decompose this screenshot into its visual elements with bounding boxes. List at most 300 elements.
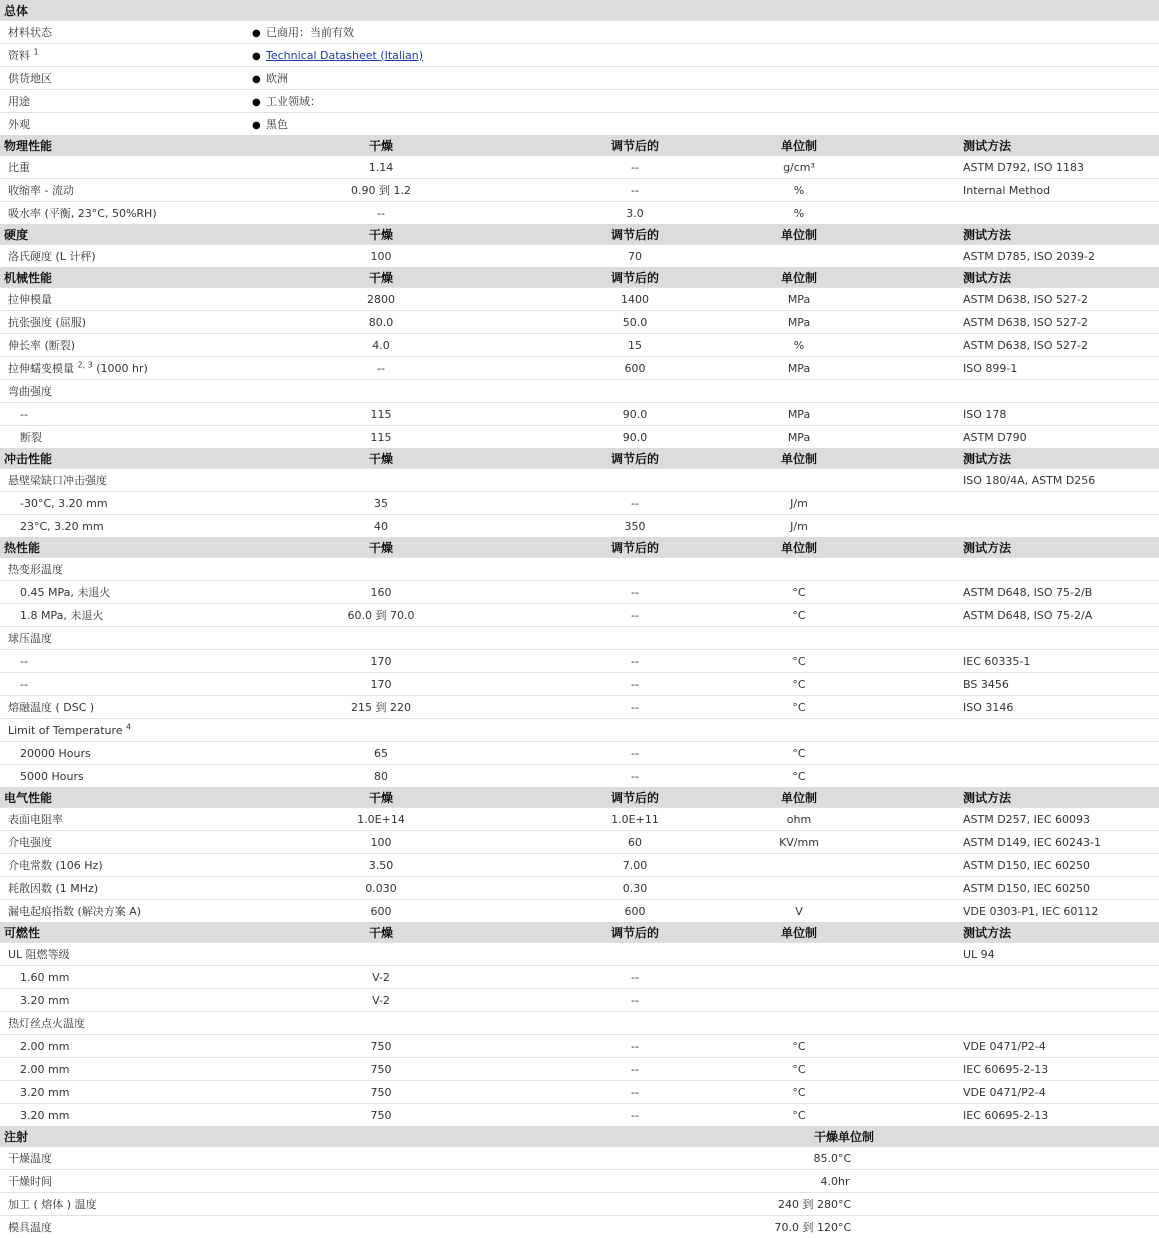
property-name-cell: [0, 808, 252, 831]
datasheet-link[interactable]: Technical Datasheet (Italian): [266, 49, 423, 62]
unit-value: °C: [760, 581, 838, 604]
property-row: [0, 989, 1159, 1012]
unit-value: °C: [760, 1035, 838, 1058]
unit-value: [760, 245, 838, 268]
spacer: [838, 156, 963, 179]
unit-value: MPa: [760, 426, 838, 449]
unit-value: g/cm³: [760, 156, 838, 179]
spacer: [838, 334, 963, 357]
test-method: [963, 380, 1159, 403]
spacer: [838, 831, 963, 854]
section-title: 热性能: [0, 537, 252, 558]
injection-unit: hr: [838, 1170, 1159, 1193]
property-row: [0, 334, 1159, 357]
conditioned-value: --: [510, 966, 760, 989]
unit-value: %: [760, 202, 838, 225]
property-name: --: [20, 408, 28, 421]
dry-value: --: [252, 357, 510, 380]
property-name: 洛氏硬度 (L 计秤): [8, 250, 96, 263]
property-name-cell: [0, 581, 252, 604]
property-name: 介电强度: [8, 836, 52, 849]
dry-value: V-2: [252, 989, 510, 1012]
property-row: [0, 558, 1159, 581]
test-method: VDE 0471/P2-4: [963, 1035, 1159, 1058]
dry-value: [252, 1012, 510, 1035]
injection-row: [0, 1193, 1159, 1216]
unit-value: °C: [760, 742, 838, 765]
column-header-unit: 单位制: [760, 135, 838, 156]
dry-value: 0.90 到 1.2: [252, 179, 510, 202]
conditioned-value: 600: [510, 900, 760, 923]
spacer: [838, 581, 963, 604]
column-header-conditioned: 调节后的: [510, 448, 760, 469]
bullet-icon: ●: [252, 120, 266, 131]
spacer: [838, 245, 963, 268]
injection-value: 70.0 到 120: [760, 1216, 838, 1238]
property-row: [0, 469, 1159, 492]
column-header-dry: 干燥: [252, 135, 510, 156]
spacer: [838, 989, 963, 1012]
column-header-dry: 干燥: [760, 1126, 838, 1147]
property-name: 表面电阻率: [8, 813, 63, 826]
injection-name: 模具温度: [0, 1216, 760, 1238]
spacer: [838, 650, 963, 673]
unit-value: °C: [760, 604, 838, 627]
property-row: [0, 1012, 1159, 1035]
injection-row: [0, 1216, 1159, 1238]
property-row: [0, 650, 1159, 673]
dry-value: 160: [252, 581, 510, 604]
property-row: [0, 765, 1159, 788]
general-value: 已商用：当前有效: [266, 26, 354, 39]
dry-value: 65: [252, 742, 510, 765]
general-label: 外观: [0, 113, 252, 136]
conditioned-value: 350: [510, 515, 760, 538]
injection-name: 干燥时间: [0, 1170, 760, 1193]
conditioned-value: --: [510, 673, 760, 696]
dry-value: [252, 558, 510, 581]
section-title: 冲击性能: [0, 448, 252, 469]
dry-value: [252, 627, 510, 650]
property-name: 拉伸蠕变模量: [8, 362, 74, 375]
property-name-cell: [0, 1104, 252, 1127]
conditioned-value: --: [510, 581, 760, 604]
conditioned-value: --: [510, 1035, 760, 1058]
property-name-cell: [0, 627, 252, 650]
test-method: [963, 765, 1159, 788]
bullet-icon: ●: [252, 97, 266, 108]
property-name-cell: [0, 719, 252, 742]
property-row: [0, 831, 1159, 854]
dry-value: [252, 380, 510, 403]
spacer: [838, 627, 963, 650]
section-header: [0, 537, 1159, 558]
conditioned-value: 1400: [510, 288, 760, 311]
test-method: IEC 60335-1: [963, 650, 1159, 673]
property-name-cell: [0, 426, 252, 449]
property-row: [0, 179, 1159, 202]
property-name-cell: [0, 1081, 252, 1104]
property-name-cell: [0, 202, 252, 225]
spacer: [838, 1035, 963, 1058]
unit-value: [760, 627, 838, 650]
property-name: 抗张强度 (屈服): [8, 316, 86, 329]
column-header-unit: 单位制: [760, 267, 838, 288]
test-method: [963, 202, 1159, 225]
test-method: ASTM D648, ISO 75-2/B: [963, 581, 1159, 604]
spacer: [838, 1058, 963, 1081]
dry-value: 750: [252, 1081, 510, 1104]
general-value: 工业领域：: [266, 95, 321, 108]
property-name: 3.20 mm: [20, 994, 69, 1007]
test-method: ISO 899-1: [963, 357, 1159, 380]
property-row: [0, 403, 1159, 426]
property-row: [0, 719, 1159, 742]
general-value-cell: [252, 67, 1159, 90]
property-name: 热变形温度: [8, 563, 63, 576]
injection-row: [0, 1170, 1159, 1193]
bullet-icon: ●: [252, 51, 266, 62]
unit-value: [760, 719, 838, 742]
unit-value: [760, 966, 838, 989]
spacer: [838, 357, 963, 380]
property-name: Limit of Temperature: [8, 724, 123, 737]
test-method: [963, 627, 1159, 650]
test-method: ISO 178: [963, 403, 1159, 426]
property-row: [0, 288, 1159, 311]
general-title: 总体: [0, 0, 1159, 21]
property-name: 伸长率 (断裂): [8, 339, 75, 352]
property-name-cell: [0, 380, 252, 403]
dry-value: 80: [252, 765, 510, 788]
conditioned-value: --: [510, 1081, 760, 1104]
test-method: ASTM D257, IEC 60093: [963, 808, 1159, 831]
property-row: [0, 854, 1159, 877]
general-label-cell: [0, 44, 252, 67]
column-header-conditioned: 调节后的: [510, 267, 760, 288]
property-name: 球压温度: [8, 632, 52, 645]
property-name: 1.60 mm: [20, 971, 69, 984]
property-name: --: [20, 655, 28, 668]
property-name-cell: [0, 357, 252, 380]
test-method: ASTM D648, ISO 75-2/A: [963, 604, 1159, 627]
spacer: [838, 267, 963, 288]
spacer: [838, 202, 963, 225]
injection-name: 加工 ( 熔体 ) 温度: [0, 1193, 760, 1216]
property-row: [0, 357, 1159, 380]
property-name: 悬壁梁缺口冲击强度: [8, 474, 107, 487]
injection-title: 注射: [0, 1126, 760, 1147]
dry-value: 40: [252, 515, 510, 538]
property-row: [0, 245, 1159, 268]
property-name: 吸水率 (平衡, 23°C, 50%RH): [8, 207, 157, 220]
section-header: [0, 922, 1159, 943]
property-name-cell: [0, 288, 252, 311]
dry-value: [252, 943, 510, 966]
unit-value: °C: [760, 1058, 838, 1081]
property-name-cell: [0, 877, 252, 900]
column-header-unit: 单位制: [838, 1126, 1159, 1147]
general-value: 欧洲: [266, 72, 288, 85]
spacer: [838, 380, 963, 403]
property-name-cell: [0, 742, 252, 765]
property-row: [0, 900, 1159, 923]
column-header-dry: 干燥: [252, 224, 510, 245]
spacer: [838, 1104, 963, 1127]
property-row: [0, 515, 1159, 538]
general-row: [0, 21, 1159, 44]
property-row: [0, 877, 1159, 900]
conditioned-value: [510, 719, 760, 742]
spacer: [838, 469, 963, 492]
column-header-test-method: 测试方法: [963, 922, 1159, 943]
unit-value: [760, 1012, 838, 1035]
unit-value: [760, 558, 838, 581]
column-header-dry: 干燥: [252, 922, 510, 943]
test-method: ASTM D150, IEC 60250: [963, 877, 1159, 900]
property-name-cell: [0, 515, 252, 538]
unit-value: °C: [760, 765, 838, 788]
spacer: [838, 604, 963, 627]
property-name-cell: [0, 673, 252, 696]
property-name: 5000 Hours: [20, 770, 84, 783]
property-row: [0, 202, 1159, 225]
property-name: 20000 Hours: [20, 747, 91, 760]
conditioned-value: --: [510, 156, 760, 179]
column-header-dry: 干燥: [252, 448, 510, 469]
property-name-cell: [0, 650, 252, 673]
column-header-unit: 单位制: [760, 448, 838, 469]
column-header-dry: 干燥: [252, 787, 510, 808]
property-name: --: [20, 678, 28, 691]
property-name-cell: [0, 854, 252, 877]
test-method: BS 3456: [963, 673, 1159, 696]
general-value: 黑色: [266, 118, 288, 131]
unit-value: V: [760, 900, 838, 923]
unit-value: %: [760, 334, 838, 357]
test-method: Internal Method: [963, 179, 1159, 202]
test-method: ASTM D790: [963, 426, 1159, 449]
dry-value: 100: [252, 245, 510, 268]
column-header-unit: 单位制: [760, 537, 838, 558]
property-name: 3.20 mm: [20, 1109, 69, 1122]
column-header-conditioned: 调节后的: [510, 135, 760, 156]
spacer: [838, 515, 963, 538]
property-name-cell: [0, 311, 252, 334]
property-name: 断裂: [20, 431, 42, 444]
dry-value: [252, 469, 510, 492]
conditioned-value: --: [510, 1104, 760, 1127]
property-row: [0, 1104, 1159, 1127]
test-method: ISO 180/4A, ASTM D256: [963, 469, 1159, 492]
spacer: [838, 900, 963, 923]
test-method: [963, 989, 1159, 1012]
general-row: [0, 67, 1159, 90]
property-name: 拉伸模量: [8, 293, 52, 306]
spacer: [838, 877, 963, 900]
unit-value: MPa: [760, 357, 838, 380]
column-header-dry: 干燥: [252, 267, 510, 288]
unit-value: MPa: [760, 403, 838, 426]
column-header-test-method: 测试方法: [963, 224, 1159, 245]
test-method: [963, 515, 1159, 538]
conditioned-value: 15: [510, 334, 760, 357]
unit-value: MPa: [760, 288, 838, 311]
property-row: [0, 156, 1159, 179]
property-row: [0, 966, 1159, 989]
general-label: 资料: [8, 49, 30, 62]
general-value-cell: [252, 113, 1159, 136]
column-header-conditioned: 调节后的: [510, 224, 760, 245]
spacer: [838, 696, 963, 719]
dry-value: --: [252, 202, 510, 225]
conditioned-value: --: [510, 696, 760, 719]
test-method: ASTM D785, ISO 2039-2: [963, 245, 1159, 268]
property-row: [0, 492, 1159, 515]
spacer: [838, 808, 963, 831]
property-name-cell: [0, 831, 252, 854]
unit-value: MPa: [760, 311, 838, 334]
conditioned-value: --: [510, 989, 760, 1012]
test-method: [963, 492, 1159, 515]
conditioned-value: [510, 1012, 760, 1035]
spacer: [838, 426, 963, 449]
general-row: [0, 44, 1159, 67]
property-row: [0, 1058, 1159, 1081]
conditioned-value: 0.30: [510, 877, 760, 900]
property-row: [0, 808, 1159, 831]
property-row: [0, 1035, 1159, 1058]
property-name: 漏电起痕指数 (解决方案 A): [8, 905, 141, 918]
test-method: [963, 742, 1159, 765]
property-name-cell: [0, 245, 252, 268]
section-title: 物理性能: [0, 135, 252, 156]
conditioned-value: --: [510, 492, 760, 515]
unit-value: ohm: [760, 808, 838, 831]
property-name: UL 阻燃等级: [8, 948, 70, 961]
unit-value: J/m: [760, 515, 838, 538]
property-name-cell: [0, 1058, 252, 1081]
conditioned-value: --: [510, 650, 760, 673]
dry-value: 2800: [252, 288, 510, 311]
conditioned-value: 600: [510, 357, 760, 380]
property-name-cell: [0, 469, 252, 492]
spacer: [838, 492, 963, 515]
spacer: [838, 943, 963, 966]
injection-unit: °C: [838, 1193, 1159, 1216]
unit-value: KV/mm: [760, 831, 838, 854]
conditioned-value: [510, 627, 760, 650]
column-header-unit: 单位制: [760, 787, 838, 808]
footnote-marker: 1: [34, 47, 39, 56]
injection-name: 干燥温度: [0, 1147, 760, 1170]
property-name: 1.8 MPa, 未退火: [20, 609, 103, 622]
unit-value: °C: [760, 1104, 838, 1127]
property-row: [0, 627, 1159, 650]
spacer: [838, 765, 963, 788]
spacer: [838, 448, 963, 469]
dry-value: 170: [252, 650, 510, 673]
general-label: 供货地区: [0, 67, 252, 90]
conditioned-value: [510, 943, 760, 966]
test-method: VDE 0303-P1, IEC 60112: [963, 900, 1159, 923]
column-header-unit: 单位制: [760, 224, 838, 245]
column-header-test-method: 测试方法: [963, 267, 1159, 288]
test-method: ASTM D638, ISO 527-2: [963, 311, 1159, 334]
dry-value: 80.0: [252, 311, 510, 334]
property-name-cell: [0, 900, 252, 923]
spacer: [838, 854, 963, 877]
conditioned-value: 50.0: [510, 311, 760, 334]
bullet-icon: ●: [252, 74, 266, 85]
conditioned-value: --: [510, 765, 760, 788]
test-method: [963, 719, 1159, 742]
conditioned-value: --: [510, 179, 760, 202]
property-name: -30°C, 3.20 mm: [20, 497, 108, 510]
dry-value: 1.0E+14: [252, 808, 510, 831]
column-header-test-method: 测试方法: [963, 448, 1159, 469]
property-row: [0, 426, 1159, 449]
property-name: 弯曲强度: [8, 385, 52, 398]
general-label: 材料状态: [0, 21, 252, 44]
dry-value: 4.0: [252, 334, 510, 357]
dry-value: 115: [252, 403, 510, 426]
test-method: ASTM D638, ISO 527-2: [963, 288, 1159, 311]
footnote-marker: 2, 3: [78, 360, 93, 369]
test-method: ASTM D792, ISO 1183: [963, 156, 1159, 179]
general-header: [0, 0, 1159, 21]
spacer: [838, 1081, 963, 1104]
spacer: [838, 224, 963, 245]
unit-value: [760, 989, 838, 1012]
conditioned-value: 90.0: [510, 403, 760, 426]
injection-value: 85.0: [760, 1147, 838, 1170]
test-method: IEC 60695-2-13: [963, 1104, 1159, 1127]
conditioned-value: --: [510, 1058, 760, 1081]
dry-value: 750: [252, 1104, 510, 1127]
property-name-cell: [0, 156, 252, 179]
property-name-cell: [0, 604, 252, 627]
conditioned-value: 1.0E+11: [510, 808, 760, 831]
property-name: 0.45 MPa, 未退火: [20, 586, 110, 599]
property-name-cell: [0, 1035, 252, 1058]
property-name-cell: [0, 179, 252, 202]
property-name-cell: [0, 943, 252, 966]
test-method: VDE 0471/P2-4: [963, 1081, 1159, 1104]
conditioned-value: 60: [510, 831, 760, 854]
property-name: 介电常数 (106 Hz): [8, 859, 103, 872]
unit-value: %: [760, 179, 838, 202]
conditioned-value: 7.00: [510, 854, 760, 877]
property-name: 比重: [8, 161, 30, 174]
conditioned-value: 70: [510, 245, 760, 268]
spacer: [838, 179, 963, 202]
test-method: IEC 60695-2-13: [963, 1058, 1159, 1081]
conditioned-value: [510, 380, 760, 403]
dry-value: 215 到 220: [252, 696, 510, 719]
section-header: [0, 267, 1159, 288]
test-method: ASTM D638, ISO 527-2: [963, 334, 1159, 357]
section-title: 机械性能: [0, 267, 252, 288]
property-name: 收缩率 - 流动: [8, 184, 74, 197]
column-header-conditioned: 调节后的: [510, 537, 760, 558]
dry-value: 35: [252, 492, 510, 515]
test-method: ISO 3146: [963, 696, 1159, 719]
test-method: [963, 558, 1159, 581]
column-header-test-method: 测试方法: [963, 787, 1159, 808]
dry-value: 0.030: [252, 877, 510, 900]
spacer: [838, 537, 963, 558]
